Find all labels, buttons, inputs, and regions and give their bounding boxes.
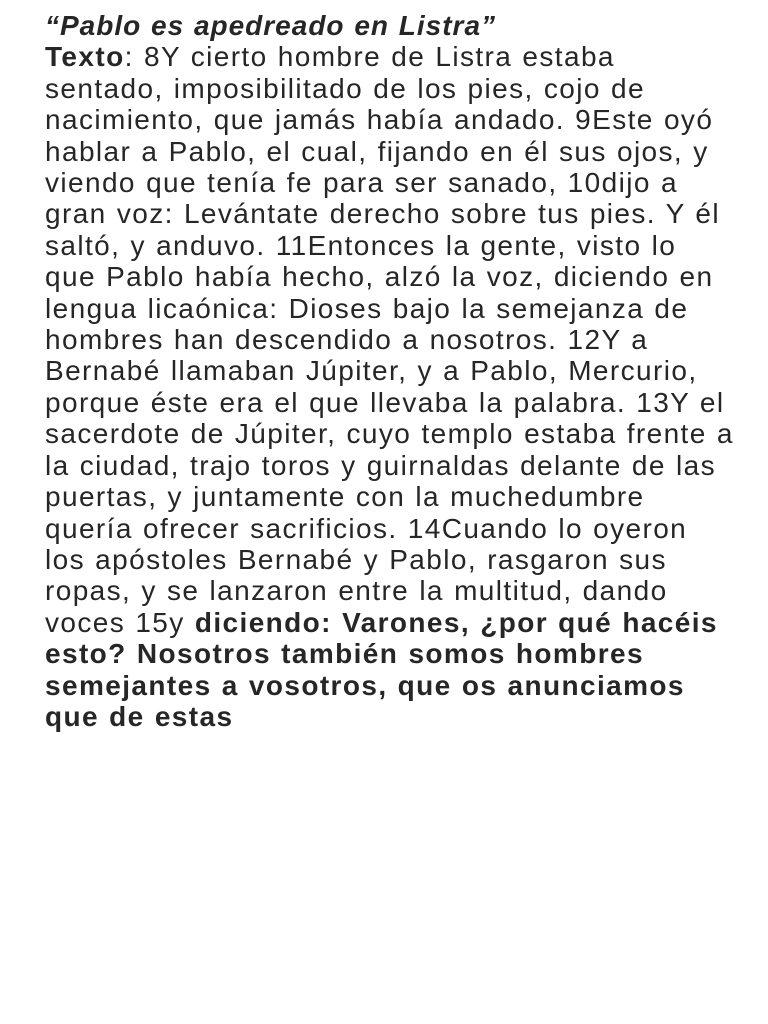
document-title: “Pablo es apedreado en Listra”	[45, 10, 497, 41]
text-label: Texto	[45, 41, 125, 73]
body-bold-text: diciendo: Varones, ¿por qué hacéis esto? Nosotros también somos hombres semejantes a vosotros, que os anunciamos que de estas	[45, 606, 718, 732]
text-label-colon: :	[124, 41, 134, 73]
body-regular-text: 8Y cierto hombre de Listra estaba sentado, imposibilitado de los pies, cojo de nacimiento, que jamás había andado. 9Este oyó hablar a Pablo, el cual, fijando en él sus ojos, y viendo que tenía fe para ser sanado, 10dijo a gran voz: Levántate derecho sobre tus pies. Y él saltó, y anduvo. 11Entonces la gente, visto lo que Pablo había hecho, alzó la voz, diciendo en lengua licaónica: Dioses bajo la semejanza de hombres han descendido a nosotros. 12Y a Bernabé llamaban Júpiter, y a Pablo, Mercurio, porque éste era el que llevaba la palabra. 13Y el sacerdote de Júpiter, cuyo templo estaba frente a la ciudad, trajo toros y guirnaldas delante de las puertas, y juntamente con la muchedumbre quería ofrecer sacrificios. 14Cuando lo oyeron los apóstoles Bernabé y Pablo, rasgaron sus ropas, y se lanzaron entre la multitud, dando voces 15y	[45, 41, 734, 638]
document-body	[45, 41, 735, 732]
document-page	[45, 10, 735, 732]
